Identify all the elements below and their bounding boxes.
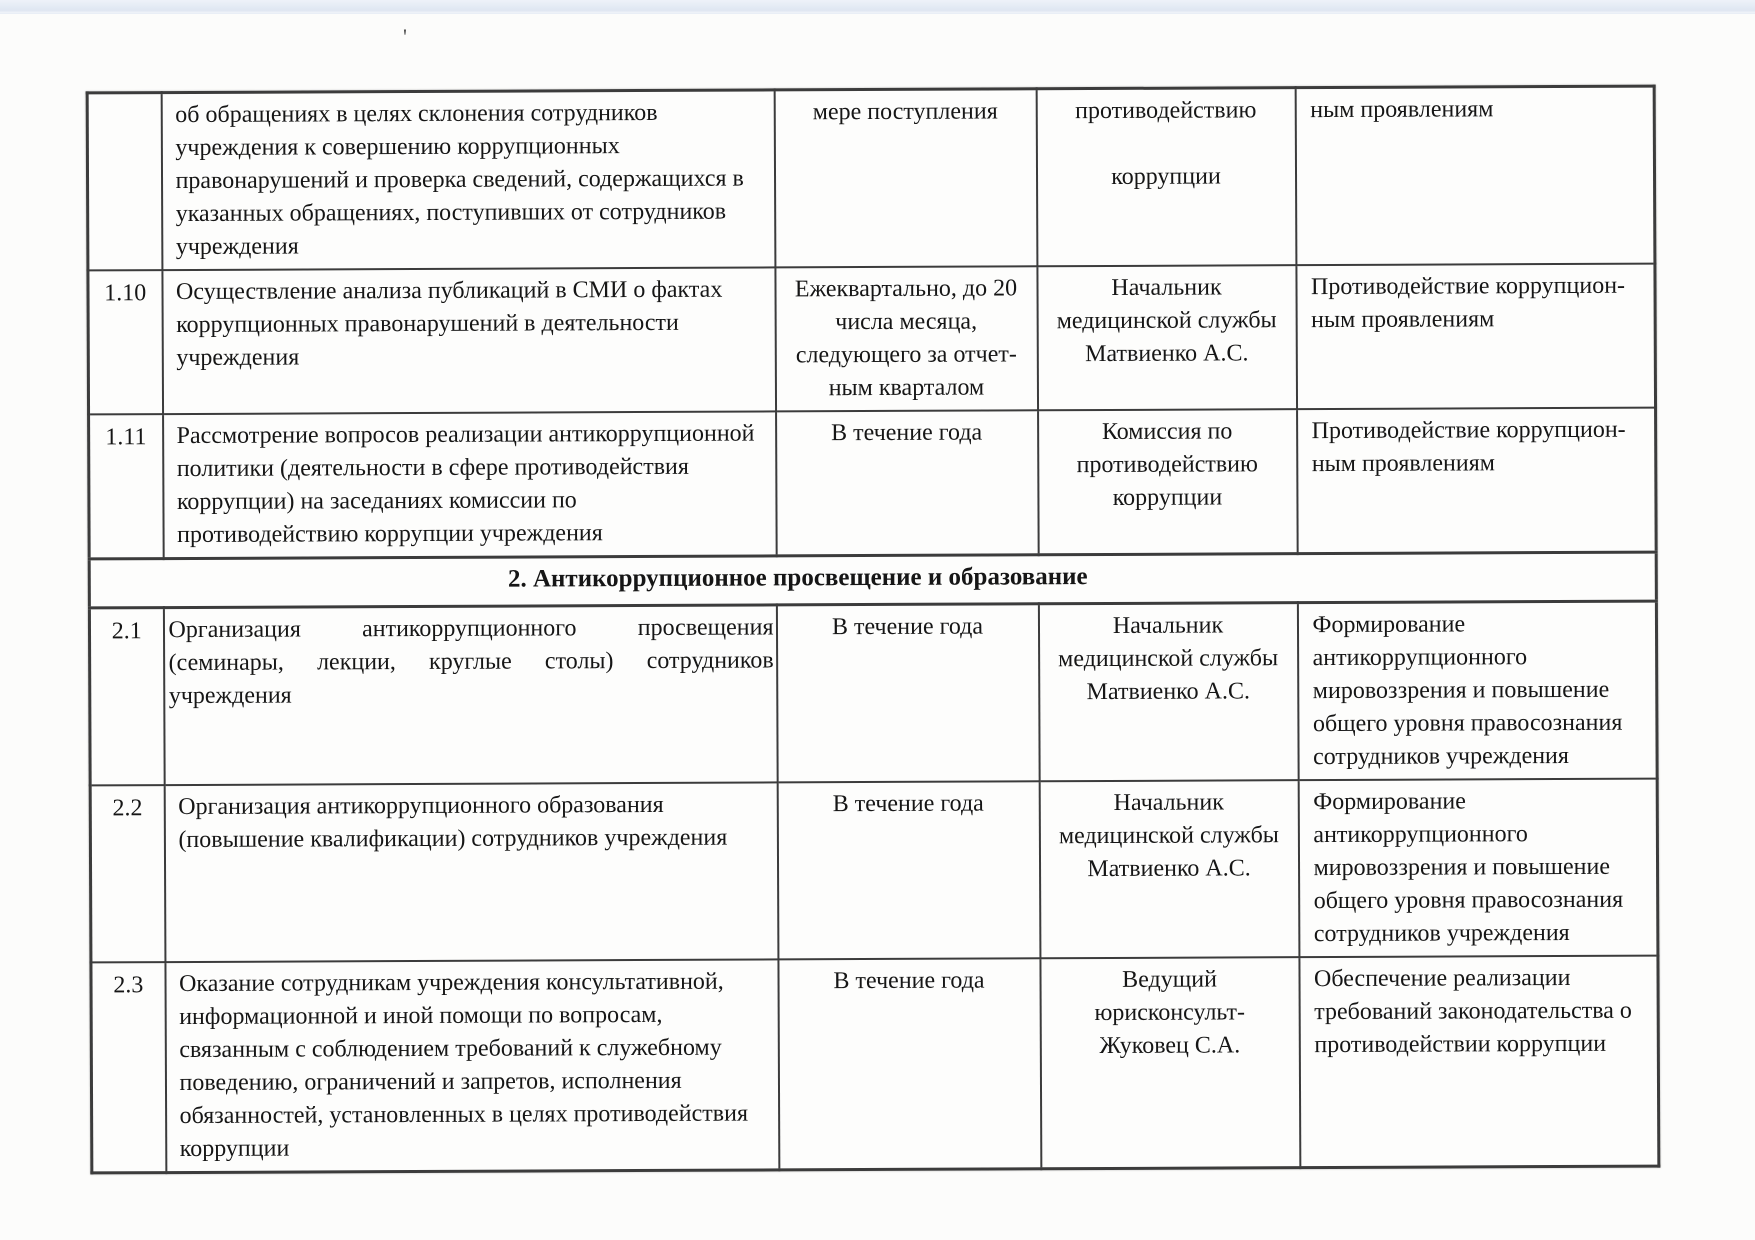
row-number-cell: 1.11 (89, 414, 164, 559)
responsible-cell: Начальник медицинской службы Матвиенко А.С. (1037, 265, 1297, 410)
row-number-cell: 2.3 (91, 962, 166, 1173)
row-number-cell: 2.2 (90, 785, 165, 962)
responsible-cell: Начальник медицинской службы Матвиенко А.С. (1039, 780, 1299, 958)
section-header-row (89, 552, 1656, 608)
table-row-2-3 (91, 956, 1659, 1173)
activity-cell: Оказание сотрудникам учреждения консультативной, информационной и иной помощи по вопросам, связанным с соблюдением требований к служебному поведению, ограничений и запретов, исполнения обязанностей, установленных в целях противодействия коррупции (165, 959, 779, 1172)
table-row-2-2 (90, 779, 1658, 963)
timing-cell: В течение года (776, 410, 1039, 556)
timing-cell: Ежеквартально, до 20 числа месяца, следующего за отчет- ным кварталом (775, 266, 1038, 411)
timing-cell: В течение года (776, 604, 1039, 783)
plan-table-wrapper (86, 85, 1661, 1175)
table-row-continuation (87, 86, 1655, 270)
section-title: 2. Антикоррупционное просвещение и образование (89, 552, 1656, 608)
anticorruption-plan-table (86, 85, 1661, 1175)
scan-speck: ' (403, 24, 407, 49)
responsible-cell: Начальник медицинской службы Матвиенко А.С. (1038, 603, 1298, 782)
responsible-cell: Ведущий юрисконсульт- Жуковец С.А. (1040, 957, 1300, 1169)
scan-artifact-top-strip (0, 0, 1755, 14)
activity-cell: Осуществление анализа публикаций в СМИ о фактах коррупционных правонарушений в деятельности учреждения (162, 267, 776, 414)
timing-cell: мере поступления (774, 89, 1037, 268)
result-cell: Формирование антикоррупционного мировоззрения и повышение общего уровня правосознания сотрудников учреждения (1298, 779, 1658, 958)
activity-cell: Организация антикоррупционного просвещения (семинары, лекции, круглые столы) сотрудников учреждения (163, 605, 777, 785)
row-number-cell: 1.10 (88, 270, 163, 414)
table-row-1-11 (89, 408, 1657, 559)
result-cell: Формирование антикоррупционного мировоззрения и повышение общего уровня правосознания сотрудников учреждения (1297, 601, 1657, 780)
result-cell: Противодействие коррупцион- ным проявлениям (1296, 264, 1656, 410)
table-row-1-10 (88, 264, 1656, 415)
result-cell: Обеспечение реализации требований законодательства о противодействии коррупции (1299, 956, 1659, 1168)
responsible-cell: противодействию коррупции (1036, 88, 1296, 267)
activity-cell: Рассмотрение вопросов реализации антикоррупционной политики (деятельности в сфере противодействия коррупции) на заседаниях комиссии по противодействию коррупции учреждения (163, 411, 777, 558)
result-cell: ным проявлениям (1295, 86, 1655, 265)
result-cell: Противодействие коррупцион- ным проявлениям (1297, 408, 1657, 554)
responsible-cell: Комиссия по противодействию коррупции (1038, 409, 1298, 555)
activity-cell: об обращениях в целях склонения сотрудников учреждения к совершению коррупционных правонарушений и проверка сведений, содержащихся в указанных обращениях, поступивших от сотрудников учреждения (161, 90, 775, 270)
table-row-2-1 (89, 601, 1657, 785)
row-number-cell (87, 93, 162, 271)
timing-cell: В течение года (777, 781, 1040, 959)
timing-cell: В течение года (778, 958, 1041, 1170)
activity-cell: Организация антикоррупционного образования (повышение квалификации) сотрудников учреждения (164, 782, 778, 962)
row-number-cell: 2.1 (89, 608, 164, 786)
